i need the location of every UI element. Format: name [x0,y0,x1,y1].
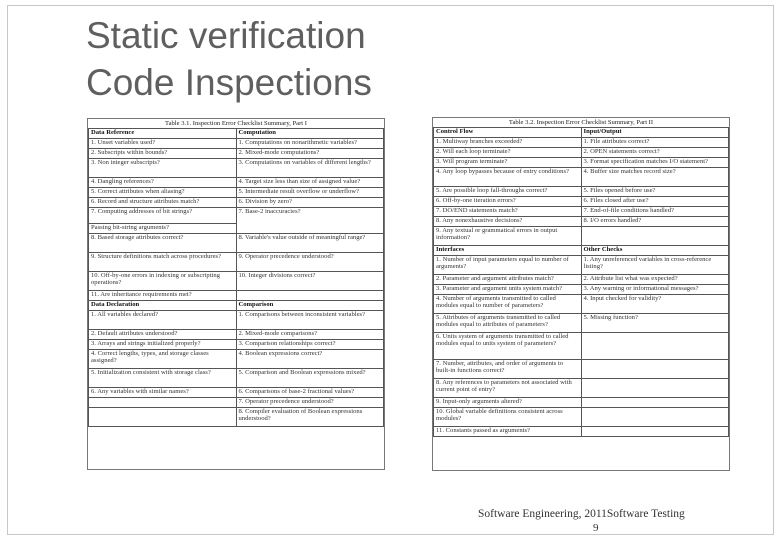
table-row [89,330,384,340]
table-row [434,128,729,138]
checklist-cell: 2. Mixed-mode computations? [236,149,384,159]
checklist-cell: 10. Global variable definitions consistent across modules? [434,408,582,427]
checklist-cell: 10. Integer divisions correct? [236,272,384,291]
table-row [434,379,729,398]
table-row [89,272,384,291]
checklist-cell: 2. Will each loop terminate? [434,148,582,158]
table-row [89,311,384,330]
checklist-cell: 2. OPEN statements correct? [581,148,729,158]
checklist-cell: 5. Correct attributes when aliasing? [89,188,237,198]
checklist-cell [89,408,237,427]
checklist-cell [581,427,729,437]
checklist-cell: 3. Parameter and argument units system match? [434,285,582,295]
checklist-cell: 2. Mixed-mode comparisons? [236,330,384,340]
checklist-cell: 1. Number of input parameters equal to number of arguments? [434,256,582,275]
checklist-cell: 8. Compiler evaluation of Boolean expressions understood? [236,408,384,427]
table-row [434,246,729,256]
checklist-cell: 9. Operator precedence understood? [236,253,384,272]
table-row [434,187,729,197]
checklist-cell: 3. Format specification matches I/O statement? [581,158,729,168]
table-row [434,148,729,158]
checklist-cell: 8. Any nonexhaustive decisions? [434,217,582,227]
table-row [434,360,729,379]
checklist-cell [581,379,729,398]
title-line-2: Code Inspections [86,62,372,103]
checklist-cell [236,291,384,301]
checklist-cell: 3. Arrays and strings initialized properly? [89,340,237,350]
table-row [434,285,729,295]
checklist-cell: 2. Default attributes understood? [89,330,237,340]
table-row [89,149,384,159]
checklist-cell: 5. Files opened before use? [581,187,729,197]
checklist-cell: 9. Structure definitions match across procedures? [89,253,237,272]
checklist-cell [581,398,729,408]
checklist-cell: 5. Attributes of arguments transmitted to called modules equal to attributes of parameters? [434,314,582,333]
checklist-cell: 9. Any textual or grammatical errors in output information? [434,227,582,246]
section-header-cell: Data Reference [89,129,237,139]
checklist-cell: 4. Input checked for validity? [581,295,729,314]
table-row [89,234,384,253]
checklist-cell: 6. Any variables with similar names? [89,388,237,398]
checklist-cell [581,408,729,427]
checklist-cell [89,398,237,408]
checklist-cell: 2. Parameter and argument attributes match? [434,275,582,285]
checklist-table [433,127,729,437]
table-caption: Table 3.1. Inspection Error Checklist Summary, Part I [165,120,307,127]
table-row [434,295,729,314]
section-header-cell: Control Flow [434,128,582,138]
checklist-cell: 1. All variables declared? [89,311,237,330]
checklist-cell: 3. Will program terminate? [434,158,582,168]
checklist-cell: 2. Subscripts within bounds? [89,149,237,159]
checklist-cell: 4. Boolean expressions correct? [236,350,384,369]
checklist-cell: 4. Dangling references? [89,178,237,188]
checklist-cell: 5. Intermediate result overflow or underflow? [236,188,384,198]
checklist-cell: 6. Units system of arguments transmitted to called modules equal to units system of parameters? [434,333,582,360]
checklist-cell [581,227,729,246]
table-row [89,159,384,178]
checklist-cell: 11. Are inheritance requirements met? [89,291,237,301]
table-row [89,198,384,208]
table-row [434,398,729,408]
checklist-cell: 7. Base-2 inaccuracies? [236,208,384,234]
title-line-1: Static verification [86,15,366,56]
checklist-cell: 6. Off-by-one iteration errors? [434,197,582,207]
slide-title [86,12,372,106]
table-row [89,178,384,188]
checklist-cell: 7. DO/END statements match? [434,207,582,217]
checklist-cell: 2. Attribute list what was expected? [581,275,729,285]
table-row [89,208,384,224]
table-row [89,408,384,427]
checklist-cell: 3. Any warning or informational messages? [581,285,729,295]
section-header-cell: Computation [236,129,384,139]
section-header-cell: Input/Output [581,128,729,138]
checklist-cell: 8. I/O errors handled? [581,217,729,227]
checklist-table-part-1 [87,118,385,470]
checklist-cell: 3. Non integer subscripts? [89,159,237,178]
checklist-cell: 5. Are possible loop fall-throughs correct? [434,187,582,197]
table-row [89,253,384,272]
table-row [89,188,384,198]
checklist-cell: 5. Missing function? [581,314,729,333]
checklist-cell: 7. Number, attributes, and order of arguments to built-in functions correct? [434,360,582,379]
checklist-cell: 4. Buffer size matches record size? [581,168,729,187]
checklist-cell [581,333,729,360]
checklist-cell: Passing bit-string arguments? [89,224,237,234]
checklist-cell: 4. Target size less than size of assigned value? [236,178,384,188]
checklist-cell: 1. Computations on nonarithmetic variables? [236,139,384,149]
checklist-table-part-2 [432,117,730,471]
checklist-cell: 7. End-of-file conditions handled? [581,207,729,217]
table-row [434,408,729,427]
section-header-cell: Interfaces [434,246,582,256]
table-row [89,301,384,311]
checklist-cell: 8. Based storage attributes correct? [89,234,237,253]
checklist-cell: 6. Division by zero? [236,198,384,208]
checklist-cell: 6. Files closed after use? [581,197,729,207]
checklist-cell: 3. Comparison relationships correct? [236,340,384,350]
table-row [89,139,384,149]
table-row [434,207,729,217]
table-row [89,129,384,139]
table-row [434,227,729,246]
checklist-cell: 9. Input-only arguments altered? [434,398,582,408]
table-row [434,275,729,285]
table-row [89,388,384,398]
checklist-cell: 4. Any loop bypasses because of entry conditions? [434,168,582,187]
checklist-cell: 5. Initialization consistent with storage class? [89,369,237,388]
checklist-cell: 4. Number of arguments transmitted to called modules equal to number of parameters? [434,295,582,314]
checklist-cell: 8. Any references to parameters not associated with current point of entry? [434,379,582,398]
checklist-cell: 6. Comparisons of base-2 fractional values? [236,388,384,398]
section-header-cell: Data Declaration [89,301,237,311]
page-number: 9 [593,522,599,534]
checklist-cell: 7. Computing addresses of bit strings? [89,208,237,224]
section-header-cell: Comparison [236,301,384,311]
checklist-cell: 8. Variable's value outside of meaningful range? [236,234,384,253]
checklist-cell: 1. Any unreferenced variables in cross-reference listing? [581,256,729,275]
table-row [434,138,729,148]
checklist-cell: 6. Record and structure attributes match? [89,198,237,208]
checklist-cell: 7. Operator precedence understood? [236,398,384,408]
table-row [434,168,729,187]
table-row [89,369,384,388]
checklist-cell [581,360,729,379]
checklist-cell: 1. Comparisons between inconsistent variables? [236,311,384,330]
checklist-cell: 1. Unset variables used? [89,139,237,149]
table-row [434,333,729,360]
table-row [89,340,384,350]
table-caption: Table 3.2. Inspection Error Checklist Summary, Part II [508,119,654,126]
checklist-cell: 10. Off-by-one errors in indexing or subscripting operations? [89,272,237,291]
checklist-table [88,128,384,427]
checklist-cell: 4. Correct lengths, types, and storage classes assigned? [89,350,237,369]
section-header-cell: Other Checks [581,246,729,256]
checklist-cell: 3. Computations on variables of different lengths? [236,159,384,178]
table-row [434,158,729,168]
table-row [89,291,384,301]
checklist-cell: 11. Constants passed as arguments? [434,427,582,437]
table-row [89,350,384,369]
checklist-cell: 1. File attributes correct? [581,138,729,148]
table-row [434,256,729,275]
table-row [434,217,729,227]
table-row [434,197,729,207]
checklist-cell: 5. Comparison and Boolean expressions mixed? [236,369,384,388]
table-row [434,314,729,333]
checklist-cell: 1. Multiway branches exceeded? [434,138,582,148]
table-row [89,398,384,408]
table-row [434,427,729,437]
footer-text: Software Engineering, 2011Software Testing [478,508,685,520]
